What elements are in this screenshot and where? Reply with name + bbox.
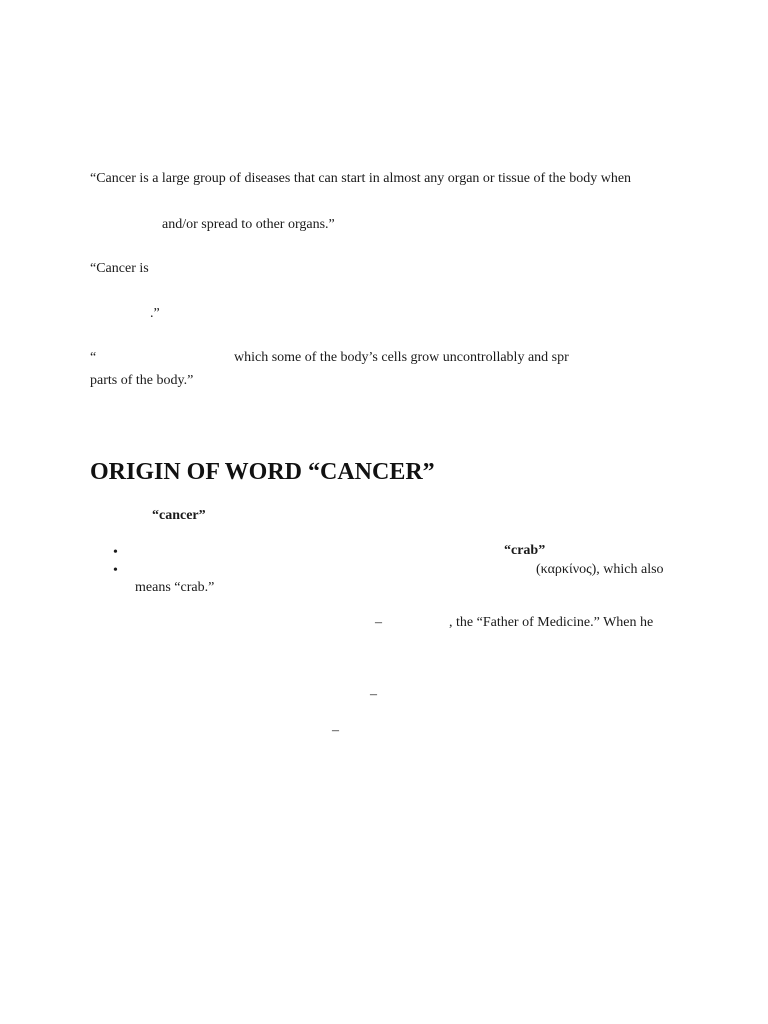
father-of-medicine-text: , the “Father of Medicine.” When he	[449, 615, 654, 630]
definition-line-1: “Cancer is a large group of diseases that can start in almost any organ or tissue of the body when	[90, 171, 632, 186]
definition-line-5: which some of the body’s cells grow uncontrollably and spr	[234, 350, 569, 365]
crab-term: “crab”	[504, 543, 546, 558]
means-crab-text: means “crab.”	[135, 580, 215, 595]
definition-line-6: parts of the body.”	[90, 373, 194, 388]
cancer-term: “cancer”	[152, 508, 206, 523]
definition-quote-open: “	[90, 350, 97, 365]
bullet-1: •	[113, 545, 118, 560]
definition-line-2: and/or spread to other organs.”	[162, 217, 335, 232]
dash-3: –	[332, 723, 339, 738]
origin-heading: ORIGIN OF WORD “CANCER”	[90, 459, 435, 485]
karkinos-text: (καρκίνος), which also	[536, 562, 664, 577]
dash-2: –	[370, 687, 377, 702]
para-dash: –	[375, 615, 382, 630]
definition-line-4: .”	[150, 306, 160, 321]
bullet-2: •	[113, 563, 118, 578]
definition-line-3: “Cancer is	[90, 261, 149, 276]
